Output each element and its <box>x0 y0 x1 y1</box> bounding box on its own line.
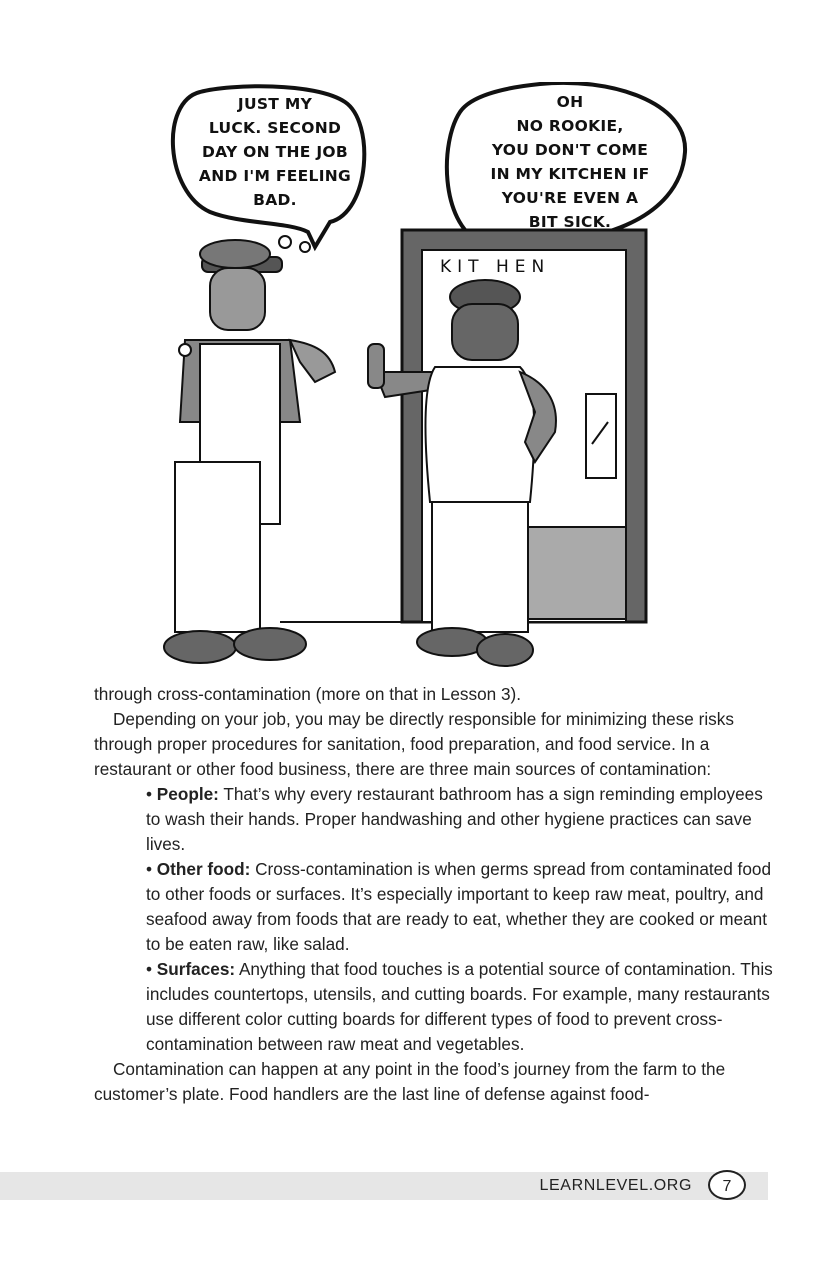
speech-line: JUST MY <box>237 95 313 113</box>
bullet-term: Surfaces: <box>156 959 236 979</box>
speech-line: OH <box>556 93 584 111</box>
speech-line: AND I'M FEELING <box>198 167 352 185</box>
speech-line: BAD. <box>253 191 297 209</box>
list-item-people: • People: That’s why every restaurant bathroom has a sign reminding employees to wash their hands. Proper handwashing and other hygiene practices can save lives. <box>146 784 763 854</box>
sick-worker-figure <box>164 236 335 663</box>
paragraph-sources-intro: Depending on your job, you may be directly responsible for minimizing these risks through proper procedures for sanitation, food preparation, and food service. In a restaurant or other food business, there are three main sources of contamination: <box>94 709 734 779</box>
speech-line: IN MY KITCHEN IF <box>490 165 650 183</box>
speech-line: YOU'RE EVEN A <box>501 189 639 207</box>
page-number: 7 <box>708 1170 746 1200</box>
bullet-text: That’s why every restaurant bathroom has a sign reminding employees to wash their hands. Proper handwashing and other hygiene practices can save lives. <box>146 784 763 854</box>
bullet-term: People: <box>156 784 219 804</box>
speech-text-right <box>470 90 670 234</box>
paragraph-continuation: through cross-contamination (more on that in Lesson 3). <box>94 684 522 704</box>
speech-line: NO ROOKIE, <box>516 117 624 135</box>
speech-line: DAY ON THE JOB <box>201 143 349 161</box>
paragraph-journey: Contamination can happen at any point in the food’s journey from the farm to the customer’s plate. Food handlers are the last line of defense against food- <box>94 1059 726 1104</box>
bullet-term: Other food: <box>156 859 251 879</box>
list-item-other-food: • Other food: Cross-contamination is when germs spread from contaminated food to other foods or surfaces. It’s especially important to keep raw meat, poultry, and seafood away from foods that are ready to eat, whether they are cooked or meant to be eaten raw, like salad. <box>146 859 772 954</box>
speech-line: LUCK. SECOND <box>208 119 342 137</box>
bullet-text: Cross-contamination is when germs spread from contaminated food to other foods or surfaces. It’s especially important to keep raw meat, poultry, and seafood away from foods that are ready to eat, whether they are cooked or meant to be eaten raw, like salad. <box>146 859 772 954</box>
speech-line: YOU DON'T COME <box>491 141 649 159</box>
contamination-sources-list <box>146 782 774 1057</box>
door-kick-plate <box>525 527 626 619</box>
speech-line: BIT SICK. <box>528 213 612 231</box>
door-window <box>586 394 616 478</box>
speech-text-left <box>190 92 360 212</box>
door-sign: KIT HEN <box>440 257 551 277</box>
list-item-surfaces: • Surfaces: Anything that food touches is a potential source of contamination. This includes countertops, utensils, and cutting boards. For example, many restaurants use different color cutting boards for different types of food to prevent cross-contamination between raw meat and vegetables. <box>146 959 773 1054</box>
footer-site-url[interactable]: LEARNLEVEL.ORG <box>539 1177 692 1194</box>
bullet-text: Anything that food touches is a potential source of contamination. This includes countertops, utensils, and cutting boards. For example, many restaurants use different color cutting boards for different types of food to prevent cross-contamination between raw meat and vegetables. <box>146 959 773 1054</box>
body-text <box>94 682 774 1107</box>
